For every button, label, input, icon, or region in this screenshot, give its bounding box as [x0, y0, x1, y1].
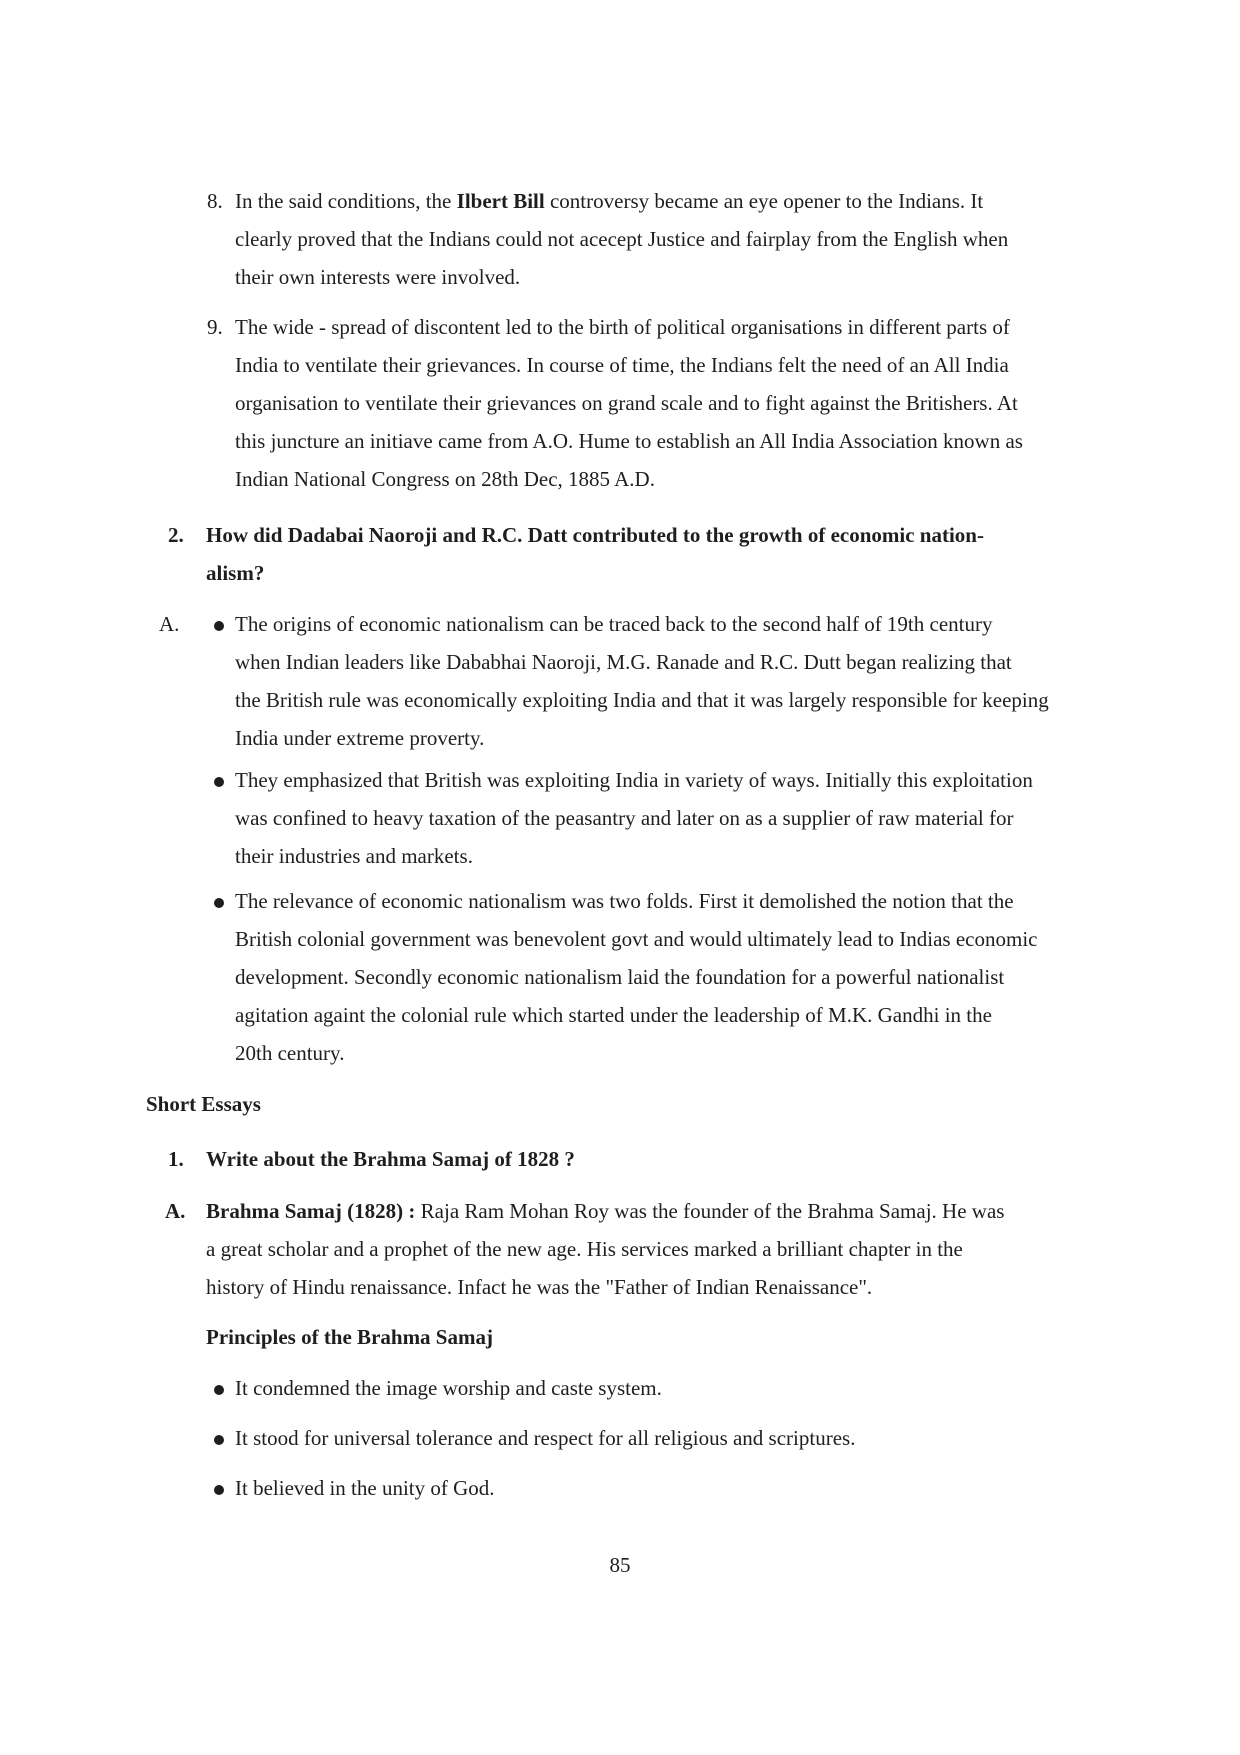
paragraph-line: their own interests were involved.: [235, 265, 521, 289]
paragraph-line: agitation againt the colonial rule which started under the leadership of M.K. Gandhi in the: [235, 1003, 992, 1027]
bullet-icon: [214, 621, 224, 631]
paragraph-line: The wide - spread of discontent led to the birth of political organisations in different parts of: [235, 315, 1010, 339]
list-item: It condemned the image worship and caste system.: [235, 1376, 662, 1400]
paragraph-line: 20th century.: [235, 1041, 345, 1065]
paragraph-line: this juncture an initiave came from A.O. Hume to establish an All India Association known as: [235, 429, 1023, 453]
list-item: It stood for universal tolerance and respect for all religious and scriptures.: [235, 1426, 856, 1450]
section-heading: Short Essays: [146, 1092, 261, 1116]
text-run: controversy became an eye opener to the Indians. It: [549, 189, 984, 213]
subheading: Principles of the Brahma Samaj: [206, 1325, 493, 1349]
question-line: alism?: [206, 561, 265, 585]
paragraph-line: clearly proved that the Indians could not acecept Justice and fairplay from the English when: [235, 227, 1009, 251]
paragraph-line: a great scholar and a prophet of the new age. His services marked a brilliant chapter in the: [206, 1237, 963, 1261]
question-number: 2.: [168, 523, 184, 547]
paragraph-line: [206, 1192, 1004, 1230]
paragraph-line: their industries and markets.: [235, 844, 473, 868]
bullet-icon: [214, 1385, 224, 1395]
paragraph-line: history of Hindu renaissance. Infact he was the "Father of Indian Renaissance".: [206, 1275, 873, 1299]
bullet-icon: [214, 1435, 224, 1445]
question-line: How did Dadabai Naoroji and R.C. Datt contributed to the growth of economic nation-: [206, 523, 984, 547]
paragraph-line: The origins of economic nationalism can be traced back to the second half of 19th century: [235, 612, 993, 636]
paragraph-line: British colonial government was benevolent govt and would ultimately lead to Indias economic: [235, 927, 1038, 951]
bold-term: Ilbert Bill: [456, 189, 545, 213]
answer-marker: A.: [159, 612, 180, 636]
paragraph-line: was confined to heavy taxation of the peasantry and later on as a supplier of raw material for: [235, 806, 1014, 830]
paragraph-line: the British rule was economically exploiting India and that it was largely responsible for keeping: [235, 688, 1049, 712]
text-run: Raja Ram Mohan Roy was the founder of the Brahma Samaj. He was: [420, 1199, 1005, 1223]
bullet-icon: [214, 777, 224, 787]
paragraph-line: development. Secondly economic nationalism laid the foundation for a powerful nationalist: [235, 965, 1005, 989]
item-number: 9.: [207, 315, 223, 339]
answer-marker: A.: [165, 1199, 186, 1223]
paragraph-line: India under extreme proverty.: [235, 726, 485, 750]
paragraph-line: organisation to ventilate their grievances on grand scale and to fight against the Britishers. At: [235, 391, 1018, 415]
bold-term: Brahma Samaj (1828) :: [206, 1199, 416, 1223]
paragraph-line: They emphasized that British was exploiting India in variety of ways. Initially this exploitation: [235, 768, 1033, 792]
list-item: It believed in the unity of God.: [235, 1476, 495, 1500]
paragraph-line: when Indian leaders like Dababhai Naoroji, M.G. Ranade and R.C. Dutt began realizing that: [235, 650, 1012, 674]
question-number: 1.: [168, 1147, 184, 1171]
paragraph-line: Indian National Congress on 28th Dec, 1885 A.D.: [235, 467, 655, 491]
item-number: 8.: [207, 189, 223, 213]
bullet-icon: [214, 1485, 224, 1495]
bullet-icon: [214, 898, 224, 908]
question-line: Write about the Brahma Samaj of 1828 ?: [206, 1147, 575, 1171]
paragraph-line: The relevance of economic nationalism was two folds. First it demolished the notion that the: [235, 889, 1014, 913]
paragraph-line: [235, 182, 983, 220]
page-number: 85: [609, 1553, 631, 1577]
text-run: In the said conditions, the: [235, 189, 452, 213]
paragraph-line: India to ventilate their grievances. In course of time, the Indians felt the need of an All India: [235, 353, 1009, 377]
